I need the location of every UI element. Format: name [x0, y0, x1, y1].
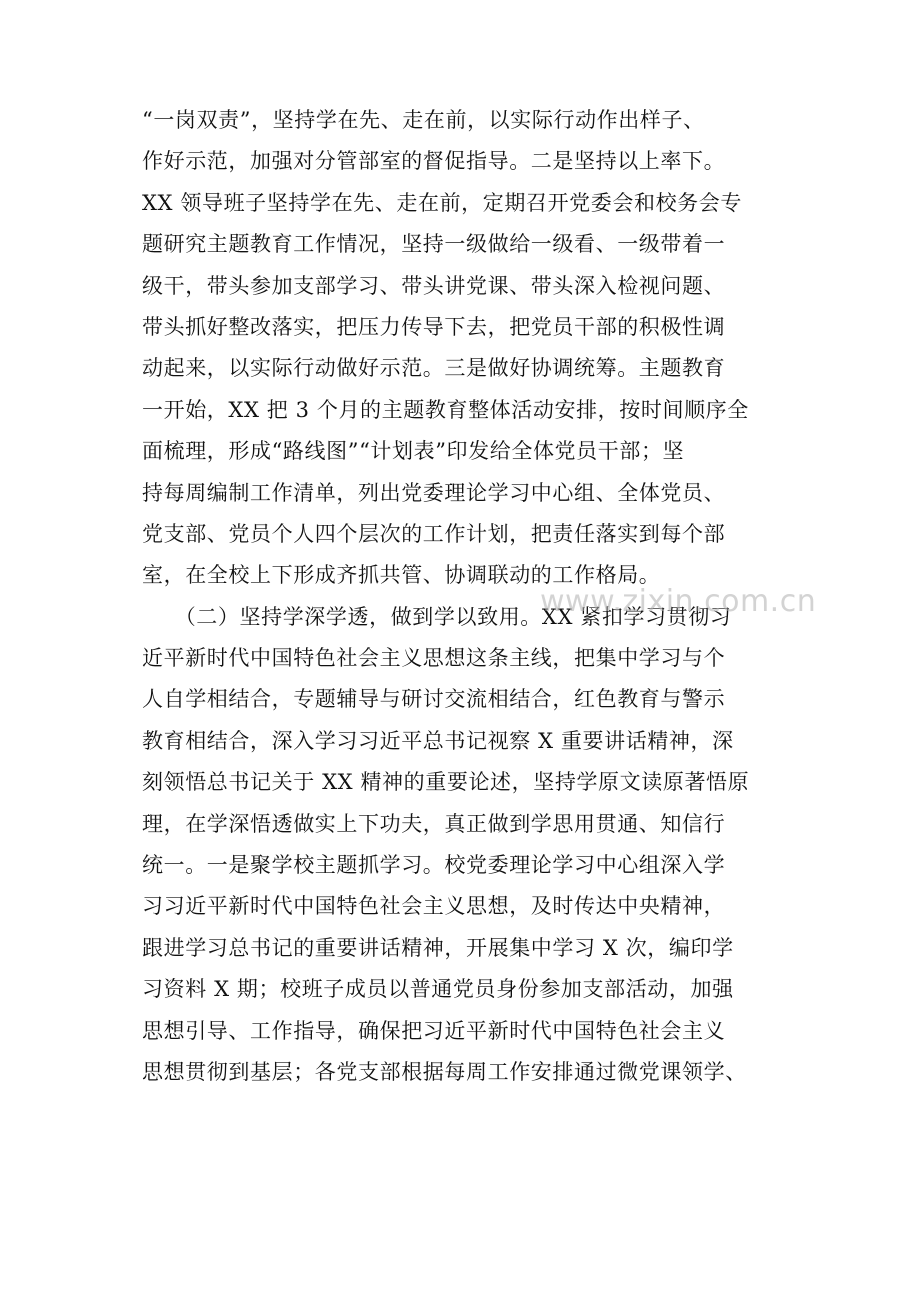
text-line-9: 面梳理，形成“路线图”“计划表”印发给全体党员干部；坚 — [142, 439, 685, 464]
text-line-10: 持每周编制工作清单，列出党委理论学习中心组、全体党员、 — [142, 480, 726, 505]
text-line-18: 理，在学深悟透做实上下功夫，真正做到学思用贯通、知信行 — [142, 811, 726, 836]
text-line-23: 思想引导、工作指导，确保把习近平新时代中国特色社会主义 — [142, 1018, 726, 1043]
text-line-4: 题研究主题教育工作情况，坚持一级做给一级看、一级带着一 — [142, 232, 726, 257]
text-line-16: 教育相结合，深入学习习近平总书记视察 X 重要讲话精神，深 — [142, 728, 734, 753]
text-line-12: 室，在全校上下形成齐抓共管、协调联动的工作格局。 — [142, 563, 661, 588]
text-line-15: 人自学相结合，专题辅导与研讨交流相结合，红色教育与警示 — [142, 687, 726, 712]
text-line-17: 刻领悟总书记关于 XX 精神的重要论述，坚持学原文读原著悟原 — [142, 770, 750, 795]
text-line-2: 作好示范，加强对分管部室的督促指导。二是坚持以上率下。 — [142, 149, 726, 174]
text-line-19: 统一。一是聚学校主题抓学习。校党委理论学习中心组深入学 — [142, 853, 726, 878]
text-line-6: 带头抓好整改落实，把压力传导下去，把党员干部的积极性调 — [142, 314, 726, 339]
text-line-24: 思想贯彻到基层；各党支部根据每周工作安排通过微党课领学、 — [142, 1059, 747, 1084]
watermark: www.zixin.com.cn — [540, 584, 817, 619]
text-line-21: 跟进学习总书记的重要讲话精神，开展集中学习 X 次，编印学 — [142, 935, 734, 960]
text-line-7: 动起来，以实际行动做好示范。三是做好协调统筹。主题教育 — [142, 356, 726, 381]
text-line-1: “一岗双责”，坚持学在先、走在前，以实际行动作出样子、 — [142, 108, 705, 132]
text-line-20: 习习近平新时代中国特色社会主义思想，及时传达中央精神， — [142, 894, 726, 919]
section-heading-line: （二）坚持学深学透，做到学以致用。XX 紧扣学习贯彻习 — [142, 604, 732, 629]
text-line-22: 习资料 X 期；校班子成员以普通党员身份参加支部活动，加强 — [142, 977, 734, 1002]
text-line-11: 党支部、党员个人四个层次的工作计划，把责任落实到每个部 — [142, 521, 726, 546]
text-line-3: XX 领导班子坚持学在先、走在前，定期召开党委会和校务会专 — [142, 190, 742, 215]
text-line-8: 一开始，XX 把 3 个月的主题教育整体活动安排，按时间顺序全 — [142, 397, 749, 422]
text-line-5: 级干，带头参加支部学习、带头讲党课、带头深入检视问题、 — [142, 273, 726, 298]
text-line-14: 近平新时代中国特色社会主义思想这条主线，把集中学习与个 — [142, 646, 726, 671]
